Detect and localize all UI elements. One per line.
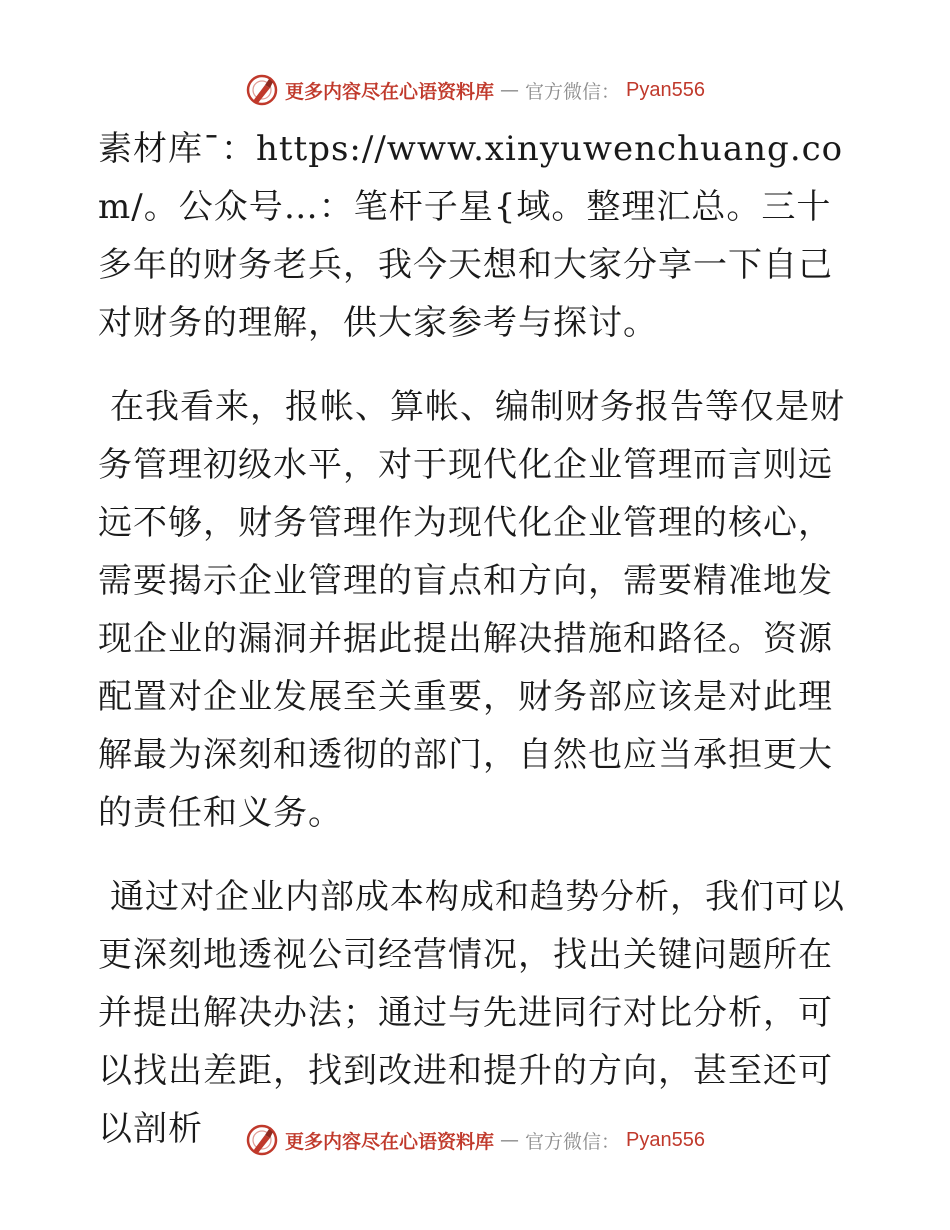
banner-site-name: 更多内容尽在心语资料库 <box>285 1130 495 1153</box>
paragraph-3: 通过对企业内部成本构成和趋势分析，我们可以更深刻地透视公司经营情况，找出关键问题所在并提出解决办法；通过与先进同行对比分析，可以找出差距，找到改进和提升的方向，甚至还可以剖析 <box>98 877 845 1149</box>
header-banner <box>0 70 950 110</box>
document-body <box>98 120 858 1184</box>
banner-site-name: 更多内容尽在心语资料库 <box>285 80 495 103</box>
paragraph-2: 在我看来，报帐、算帐、编制财务报告等仅是财务管理初级水平，对于现代化企业管理而言则远远不够，财务管理作为现代化企业管理的核心，需要揭示企业管理的盲点和方向，需要精准地发现企业的漏洞并据此提出解决措施和路径。资源配置对企业发展至关重要，财务部应该是对此理解最为深刻和透彻的部门，自然也应当承担更大的责任和义务。 <box>98 387 845 833</box>
banner-wechat-id: Pyan556 <box>626 1128 705 1151</box>
footer-banner <box>0 1120 950 1160</box>
banner-wechat-label: 官方微信： <box>525 1130 621 1153</box>
banner-wechat-label: 官方微信： <box>525 80 621 103</box>
banner-dash: — <box>500 1129 520 1151</box>
pen-nib-logo-icon <box>245 73 279 107</box>
banner-dash: — <box>500 79 520 101</box>
banner-wechat-id: Pyan556 <box>626 78 705 101</box>
paragraph-1: 素材库¯：https://www.xinyuwenchuang.com/。公众号…：笔杆子星{域。整理汇总。三十多年的财务老兵，我今天想和大家分享一下自己对财务的理解，供大家参考与探讨。 <box>98 129 844 343</box>
pen-nib-logo-icon <box>245 1123 279 1157</box>
